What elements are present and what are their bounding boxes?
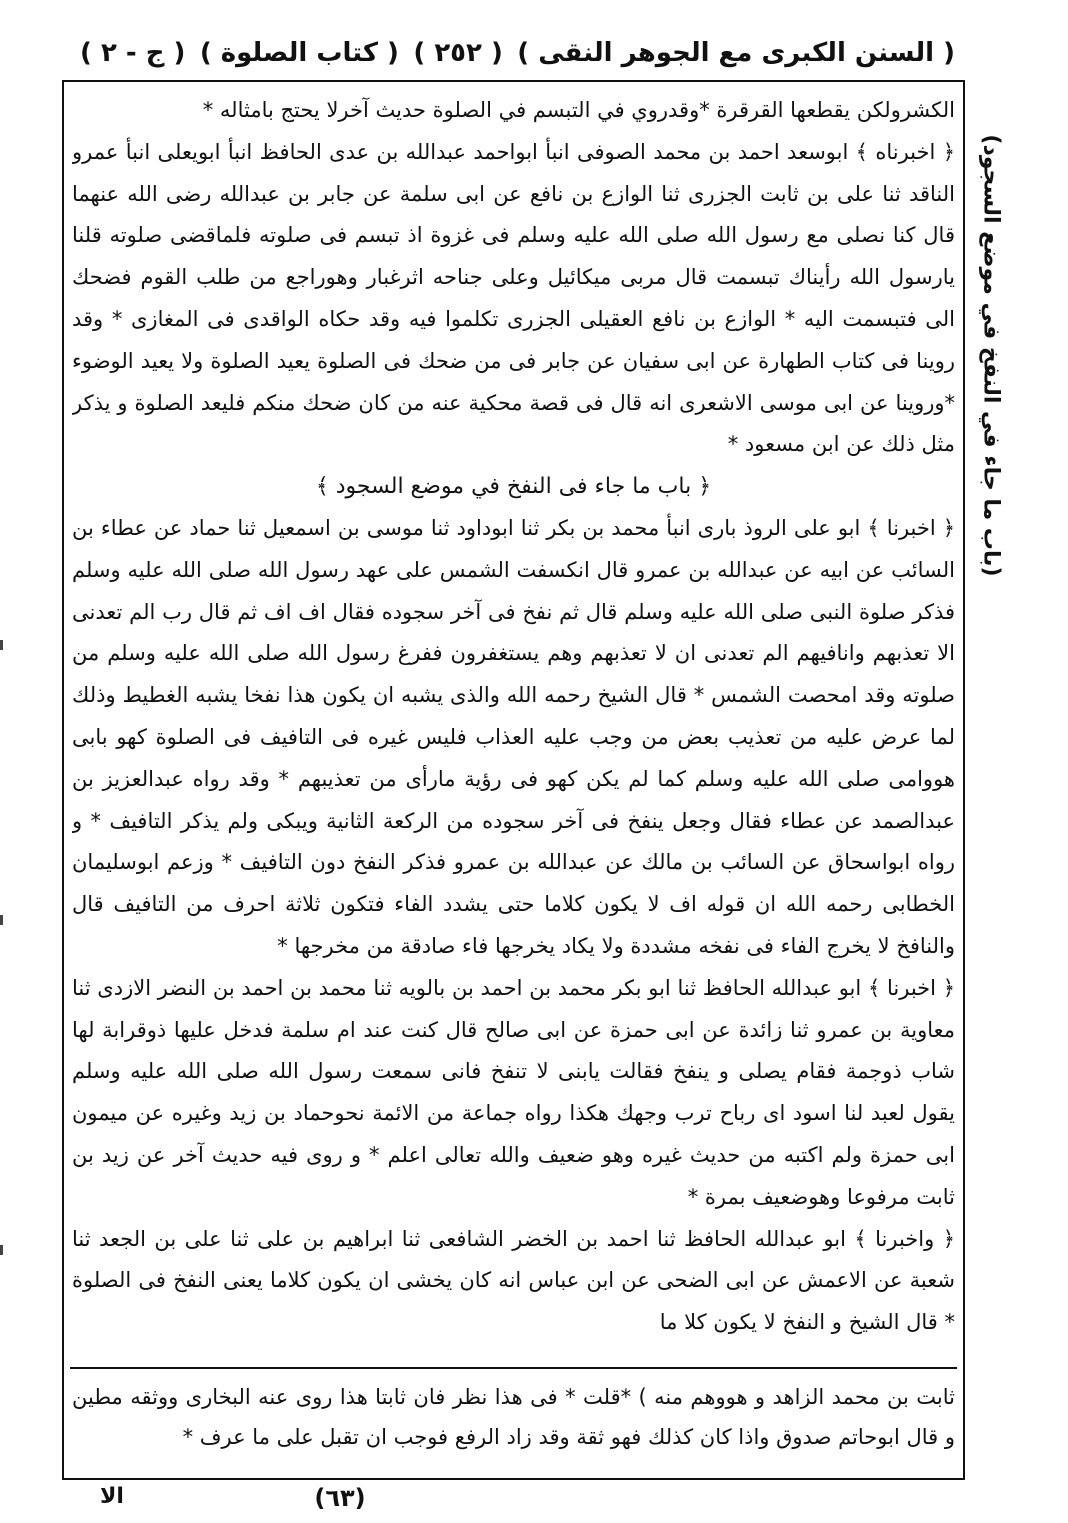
scan-edge-mark: [0, 915, 3, 925]
scan-edge-mark: [0, 1245, 3, 1255]
text-frame: [62, 80, 965, 1480]
footnote-divider: [70, 1367, 957, 1369]
margin-heading-text: (باب ما جاء في النفخ في موضع السجود): [978, 133, 1004, 577]
book-title: ( السنن الكبرى مع الجوهر النقى ): [517, 38, 955, 68]
section-title: ( كتاب الصلوة ): [199, 38, 399, 68]
volume-number: ( ج - ٢ ): [80, 38, 186, 68]
running-header: [80, 30, 955, 76]
paragraph: الكشرولكن يقطعها القرقرة *وقدروي في التبسم في الصلوة حديث آخرلا يحتج بامثاله *: [202, 98, 955, 122]
chapter-heading: ﴿ باب ما جاء فى النفخ في موضع السجود ﴾: [315, 474, 712, 500]
main-text: [72, 90, 955, 1380]
paragraph: ﴿ اخبرنا ﴾ ابو عبدالله الحافظ ثنا ابو بكر محمد بن احمد بن بالويه ثنا محمد بن احمد بن النضر الازدى ثنا معاوية بن عمرو ثنا زائدة عن ابى حمزة عن ابى صالح قال كنت عند ام سلمة فدخل عليها ذوقرابة لها شاب ذوجمة فقام يصلى و ينفخ فقالت يابنى لا تنفخ فانى سمعت رسول الله صلى الله عليه وسلم يقول لعبد لنا اسود اى رباح ترب وجهك هكذا رواه جماعة من الائمة نحوحماد بن زيد وغيره عن ميمون ابى حمزة ولم اكتبه من حديث غيره وهو ضعيف والله تعالى اعلم * و روى فيه حديث آخر عن زيد بن ثابت مرفوعا وهوضعيف بمرة *: [72, 975, 955, 1209]
scan-edge-mark: [0, 640, 3, 650]
margin-heading: [968, 133, 1014, 577]
footnotes: [72, 1377, 955, 1457]
page-reference: ( ٢٥٢ ): [413, 38, 503, 68]
page-number: (٦٣): [314, 1484, 366, 1512]
footnote: ثابت بن محمد الزاهد و هووهم منه ) *قلت * فى هذا نظر فان ثابتا هذا روى عنه البخارى ووثقه مطين و قال ابوحاتم صدوق واذا كان كذلك فهو ثقة وقد زاد الرفع فوجب ان تقبل على ما عرف *: [72, 1385, 955, 1449]
paragraph: ﴿ واخبرنا ﴾ ابو عبدالله الحافظ ثنا احمد بن الخضر الشافعى ثنا ابراهيم بن على ثنا على بن الجعد ثنا شعبة عن الاعمش عن ابى الضحى عن ابن عباس انه كان يخشى ان يكون كلاما يعنى النفخ فى الصلوة * قال الشيخ و النفخ لا يكون كلا ما: [72, 1226, 955, 1335]
paragraph: ﴿ اخبرنا ﴾ ابو على الروذ بارى انبأ محمد بن بكر ثنا ابوداود ثنا موسى بن اسمعيل ثنا حماد عن عطاء بن السائب عن ابيه عن عبدالله بن عمرو قال انكسفت الشمس على عهد رسول الله صلى الله عليه وسلم فذكر صلوة النبى صلى الله عليه وسلم قال ثم نفخ فى آخر سجوده فقال اف اف ثم قال رب الم تعدنى الا تعذبهم وانافيهم الم تعدنى ان لا تعذبهم وهم يستغفرون ففرغ رسول الله صلى الله عليه وسلم من صلوته وقد امحصت الشمس * قال الشيخ رحمه الله والذى يشبه ان يكون هذا نفخا يشبه الغطيط وذلك لما عرض عليه من تعذيب بعض من وجب عليه العذاب فليس غيره فى التافيف فى الصلوة كهو بابى هووامى صلى الله عليه وسلم كما لم يكن كهو فى رؤية مارأى من تعذيبهم * وقد رواه عبدالعزيز بن عبدالصمد عن عطاء فقال وجعل ينفخ فى آخر سجوده من الركعة الثانية ويبكى ولم يذكر التافيف * و رواه ابواسحاق عن السائب بن مالك عن عبدالله بن عمرو فذكر النفخ دون التافيف * وزعم ابوسليمان الخطابى رحمه الله ان قوله اف لا يكون كلاما حتى يشدد الفاء فتكون ثلاثة احرف من التافيف قال والنافخ لا يخرج الفاء فى نفخه مشددة ولا يكاد يخرجها فاء صادقة من مخرجها *: [72, 515, 955, 958]
catchword: الا: [100, 1484, 124, 1509]
paragraph: ﴿ اخبرناه ﴾ ابوسعد احمد بن محمد الصوفى انبأ ابواحمد عبدالله بن عدى الحافظ انبأ ابويعلى انبأ عمرو الناقد ثنا على بن ثابت الجزرى ثنا الوازع بن نافع عن ابى سلمة عن جابر بن عبدالله رضى الله عنهما قال كنا نصلى مع رسول الله صلى الله عليه وسلم فى غزوة اذ تبسم فى صلوته فلماقضى صلوته قلنا يارسول الله رأيناك تبسمت قال مربى ميكائيل وعلى جناحه اثرغبار وهوراجع من طلب القوم فضحك الى فتبسمت اليه * الوازع بن نافع العقيلى الجزرى تكلموا فيه وقد حكاه الواقدى فى المغازى * وقد روينا فى كتاب الطهارة عن ابى سفيان عن جابر فى من ضحك فى الصلوة يعيد الصلوة ولا يعيد الوضوء *وروينا عن ابى موسى الاشعرى انه قال فى قصة محكية عنه من كان ضحك منكم فليعد الصلوة و يذكر مثل ذلك عن ابن مسعود *: [72, 139, 955, 457]
